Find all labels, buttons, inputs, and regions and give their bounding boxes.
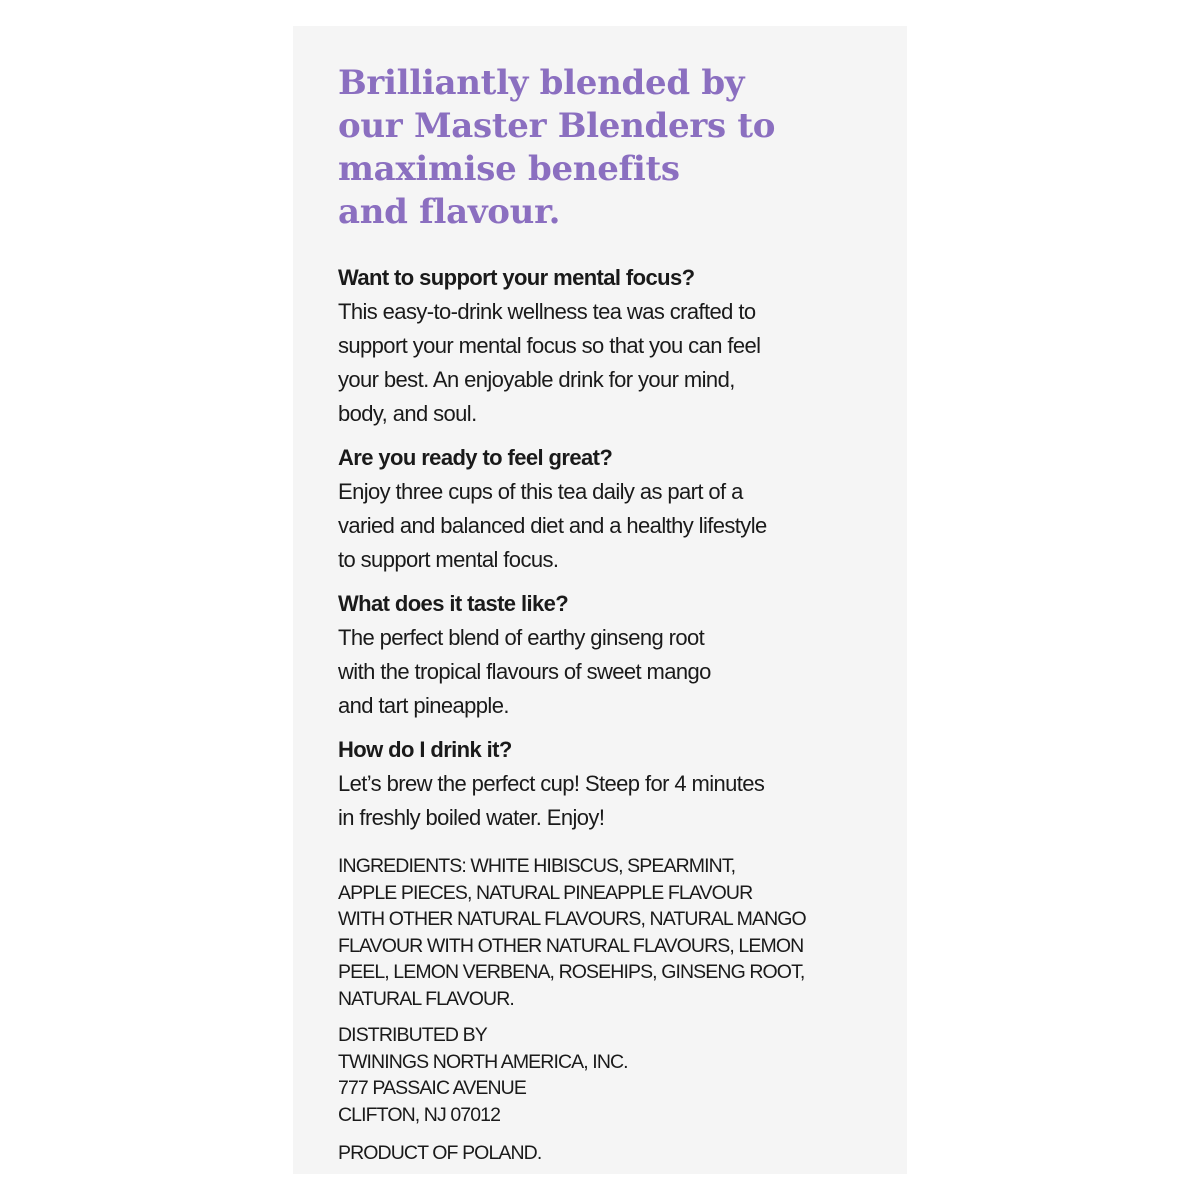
answer-line: Enjoy three cups of this tea daily as part of a bbox=[338, 479, 743, 504]
answer-line: The perfect blend of earthy ginseng root bbox=[338, 625, 705, 650]
answer-line: Let’s brew the perfect cup! Steep for 4 minutes bbox=[338, 771, 765, 796]
distributor-line: CLIFTON, NJ 07012 bbox=[338, 1103, 501, 1126]
answer-line: This easy-to-drink wellness tea was crafted to bbox=[338, 299, 756, 324]
distributor-address bbox=[338, 1022, 878, 1128]
distributor-line: TWININGS NORTH AMERICA, INC. bbox=[338, 1050, 628, 1073]
answer-line: with the tropical flavours of sweet mango bbox=[338, 659, 711, 684]
answer-line: varied and balanced diet and a healthy lifestyle bbox=[338, 513, 767, 538]
section-answer bbox=[338, 475, 878, 577]
answer-line: and tart pineapple. bbox=[338, 693, 509, 718]
label-panel bbox=[293, 26, 907, 1174]
distributor-line: DISTRIBUTED BY bbox=[338, 1024, 487, 1046]
section-how-to-drink bbox=[338, 733, 878, 835]
answer-line: your best. An enjoyable drink for your mind, bbox=[338, 367, 735, 392]
answer-line: support your mental focus so that you can feel bbox=[338, 333, 761, 358]
section-question: What does it taste like? bbox=[338, 591, 569, 616]
headline-line: our Master Blenders to bbox=[338, 106, 776, 146]
section-question: Want to support your mental focus? bbox=[338, 265, 695, 290]
ingredients-line: PEEL, LEMON VERBENA, ROSEHIPS, GINSENG ROOT, bbox=[338, 961, 805, 983]
headline-line: maximise benefits bbox=[338, 149, 680, 189]
section-answer bbox=[338, 621, 878, 723]
distributor-line: 777 PASSAIC AVENUE bbox=[338, 1077, 526, 1099]
answer-line: body, and soul. bbox=[338, 401, 477, 426]
ingredients-line: INGREDIENTS: WHITE HIBISCUS, SPEARMINT, bbox=[338, 855, 736, 877]
country-of-origin: PRODUCT OF POLAND. bbox=[338, 1142, 542, 1164]
section-feel-great bbox=[338, 441, 878, 577]
ingredients-line: FLAVOUR WITH OTHER NATURAL FLAVOURS, LEMON bbox=[338, 934, 804, 957]
headline-line: and flavour. bbox=[338, 192, 561, 232]
answer-line: in freshly boiled water. Enjoy! bbox=[338, 805, 605, 830]
label-content bbox=[338, 62, 878, 1167]
section-question: Are you ready to feel great? bbox=[338, 445, 613, 470]
ingredients-line: WITH OTHER NATURAL FLAVOURS, NATURAL MANGO bbox=[338, 908, 806, 930]
section-mental-focus bbox=[338, 261, 878, 431]
headline-line: Brilliantly blended by bbox=[338, 63, 745, 103]
headline bbox=[338, 62, 878, 234]
ingredients-list bbox=[338, 853, 878, 1012]
ingredients-line: APPLE PIECES, NATURAL PINEAPPLE FLAVOUR bbox=[338, 881, 753, 904]
ingredients-line: NATURAL FLAVOUR. bbox=[338, 987, 514, 1010]
section-question: How do I drink it? bbox=[338, 737, 512, 762]
section-answer bbox=[338, 295, 878, 431]
answer-line: to support mental focus. bbox=[338, 547, 559, 572]
section-answer bbox=[338, 767, 878, 835]
section-taste bbox=[338, 587, 878, 723]
